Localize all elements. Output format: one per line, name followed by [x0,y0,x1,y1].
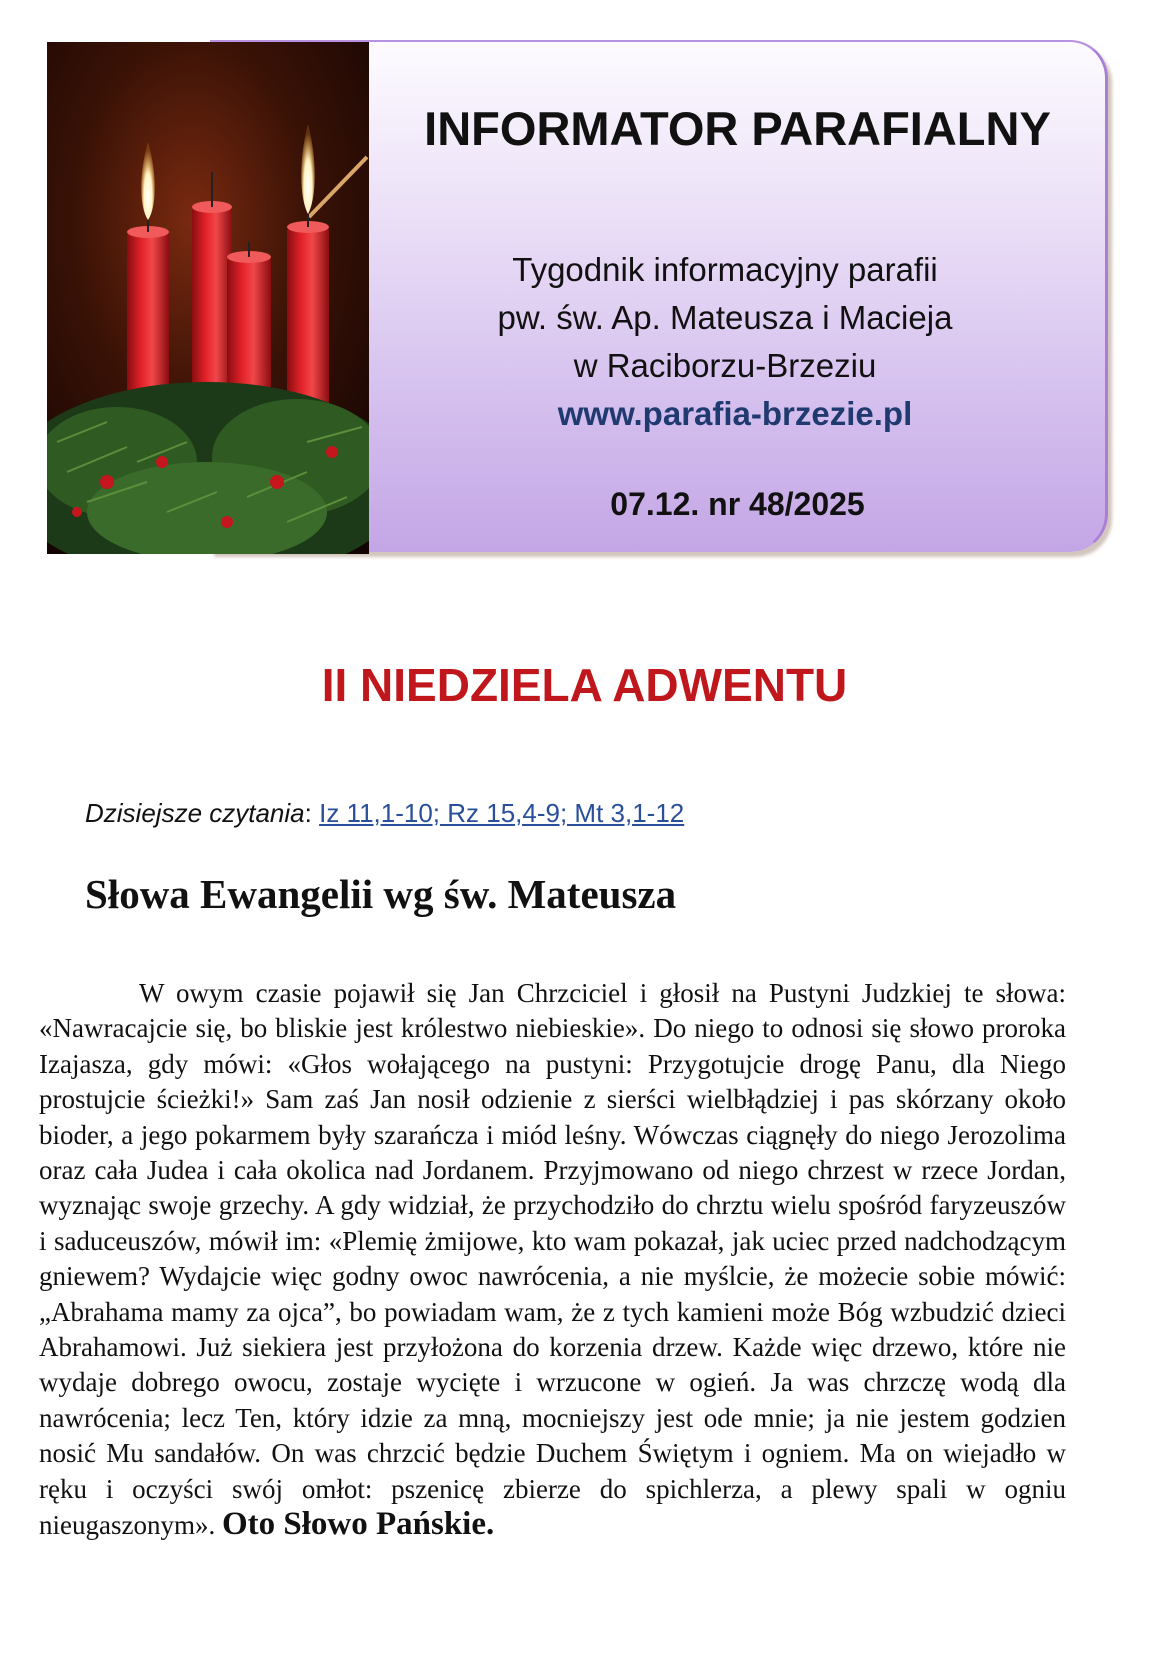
issue-number: 07.12. nr 48/2025 [610,486,865,522]
subtitle-line: w Raciborzu-Brzeziu [573,347,877,384]
newsletter-subtitle [370,246,1080,438]
gospel-closing: Oto Słowo Pańskie. [221,1506,495,1543]
gospel-text [39,976,1066,1544]
subtitle-line: pw. św. Ap. Mateusza i Macieja [497,299,953,336]
readings-references-link[interactable]: Iz 11,1-10; Rz 15,4-9; Mt 3,1-12 [319,798,685,828]
readings-label: Dzisiejsze czytania [85,798,305,828]
sunday-heading: II NIEDZIELA ADWENTU [321,659,848,711]
readings-line [85,798,684,829]
gospel-body: W owym czasie pojawił się Jan Chrzciciel i głosił na Pustyni Judzkiej te słowa: «Nawracajcie się, bo bliskie jest królestwo niebieskie». Do niego to odnosi się słowo proroka Izajasza, gdy mówi: «Głos wołającego na pustyni: Przygotujcie drogę Panu, dla Niego prostujcie ścieżki!» Sam zaś Jan nosił odzienie z sierści wielbłądziej i pas skórzany około bioder, a jego pokarmem były szarańcza i miód leśny. Wówczas ciągnęły do niego Jerozolima oraz cała Judea i cała okolica nad Jordanem. Przyjmowano od niego chrzest w rzece Jordan, wyznając swoje grzechy. A gdy widział, że przychodziło do chrztu wielu spośród faryzeuszów i saduceuszów, mówił im: «Plemię żmijowe, kto wam pokazał, jak uciec przed nadchodzącym gniewem? Wydajcie więc godny owoc nawrócenia, a nie myślcie, że możecie sobie mówić: „Abrahama mamy za ojca”, bo powiadam wam, że z tych kamieni może Bóg wzbudzić dzieci Abrahamowi. Już siekiera jest przyłożona do korzenia drzew. Każde więc drzewo, które nie wydaje dobrego owocu, zostaje wycięte i wrzucone w ogień. Ja was chrzczę wodą dla nawrócenia; lecz Ten, który idzie za mną, mocniejszy jest ode mnie; ja nie jestem godzien nosić Mu sandałów. On was chrzcić będzie Duchem Świętym i ogniem. Ma on wiejadło w ręku i oczyści swój omłot: pszenicę zbierze do spichlerza, a plewy spali w ogniu nieugaszonym». [39,978,1066,1541]
readings-separator: : [304,798,320,828]
advent-wreath-image [47,42,369,554]
newsletter-title: INFORMATOR PARAFIALNY [424,102,1051,155]
website-link[interactable]: www.parafia-brzezie.pl [557,395,913,432]
subtitle-line: Tygodnik informacyjny parafii [512,251,938,288]
gospel-title: Słowa Ewangelii wg św. Mateusza [85,871,677,917]
